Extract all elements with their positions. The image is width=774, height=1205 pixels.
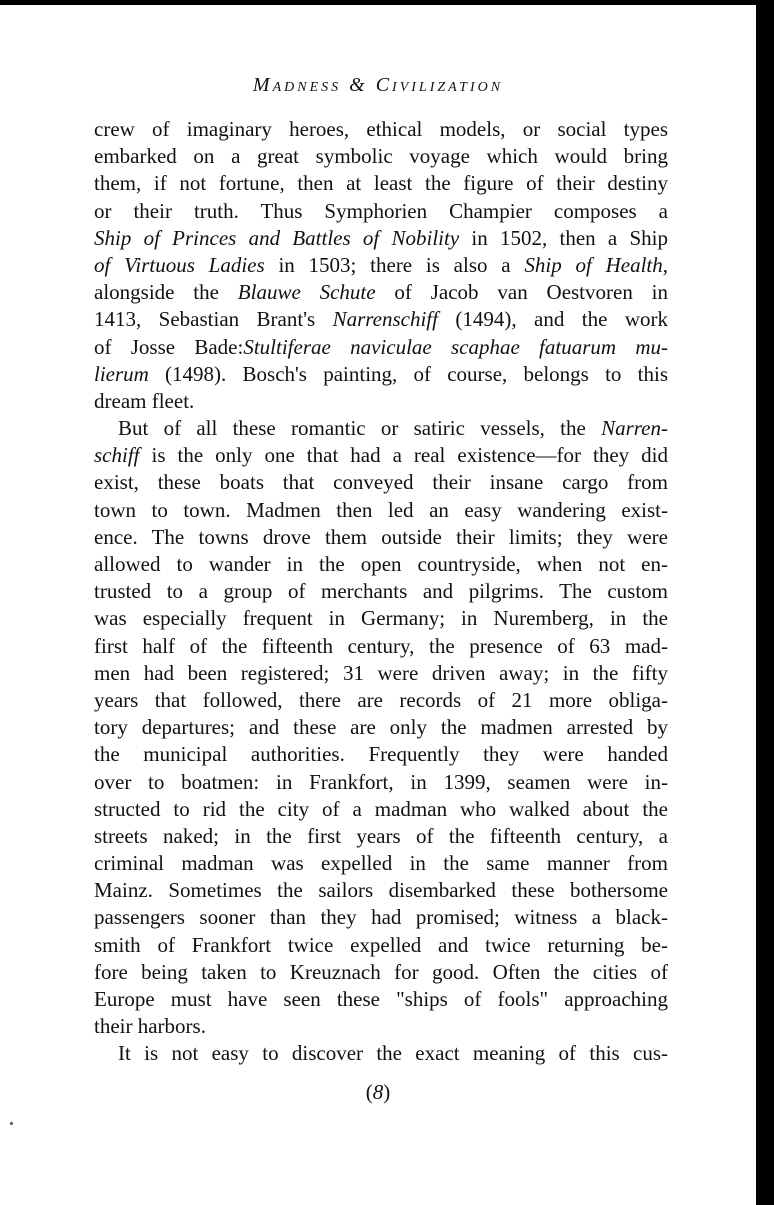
text-line: town to town. Madmen then led an easy wandering exist- (94, 497, 668, 522)
paragraph (94, 116, 668, 415)
paragraph (94, 1040, 668, 1067)
running-head: Madness & Civilization (252, 74, 504, 96)
text-line: exist, these boats that conveyed their insane cargo from (94, 470, 668, 495)
text-line: schiff is the only one that had a real existence—for they did (94, 443, 668, 468)
text-line: was especially frequent in Germany; in Nuremberg, in the (94, 606, 668, 631)
scan-top-edge (0, 0, 756, 5)
text-line: the municipal authorities. Frequently they were handed (94, 742, 668, 767)
text-line: first half of the fifteenth century, the presence of 63 mad- (94, 633, 668, 658)
text-line: 1413, Sebastian Brant's Narrenschiff (1494), and the work (94, 307, 668, 332)
text-line: their harbors. (94, 1014, 206, 1039)
text-line: of Virtuous Ladies in 1503; there is also a Ship of Health, (94, 252, 668, 277)
body-text (94, 116, 668, 1068)
text-line: them, if not fortune, then at least the figure of their destiny (94, 171, 668, 196)
text-line: tory departures; and these are only the madmen arrested by (94, 715, 668, 740)
text-line: trusted to a group of merchants and pilgrims. The custom (94, 579, 668, 604)
text-line: or their truth. Thus Symphorien Champier composes a (94, 198, 668, 223)
text-line: alongside the Blauwe Schute of Jacob van Oestvoren in (94, 280, 668, 305)
text-line: dream fleet. (94, 388, 195, 413)
text-line: crew of imaginary heroes, ethical models, or social types (94, 117, 668, 141)
text-line: smith of Frankfort twice expelled and twice returning be- (94, 932, 668, 957)
text-line: structed to rid the city of a madman who walked about the (94, 796, 668, 821)
text-line: lierum (1498). Bosch's painting, of course, belongs to this (94, 361, 668, 386)
text-line: streets naked; in the first years of the fifteenth century, a (94, 823, 668, 848)
scan-right-edge (756, 0, 774, 1205)
scan-speck (10, 1122, 13, 1125)
text-line: criminal madman was expelled in the same manner from (94, 851, 668, 876)
text-line: of Josse Bade:Stultiferae naviculae scaphae fatuarum mu- (94, 334, 668, 359)
text-line: Mainz. Sometimes the sailors disembarked these bothersome (94, 878, 668, 903)
text-line: years that followed, there are records of 21 more obliga- (94, 687, 668, 712)
text-line: But of all these romantic or satiric vessels, the Narren- (118, 416, 668, 441)
text-line: passengers sooner than they had promised; witness a black- (94, 905, 668, 930)
text-line: Europe must have seen these "ships of fools" approaching (94, 987, 668, 1011)
text-line: over to boatmen: in Frankfort, in 1399, seamen were in- (94, 769, 668, 794)
text-line: fore being taken to Kreuznach for good. Often the cities of (94, 959, 668, 984)
page-number: (8) (365, 1080, 391, 1104)
text-line: allowed to wander in the open countryside, when not en- (94, 552, 668, 576)
paragraph (94, 415, 668, 1040)
text-line: ence. The towns drove them outside their limits; they were (94, 524, 668, 549)
text-line: It is not easy to discover the exact meaning of this cus- (118, 1041, 668, 1066)
text-line: embarked on a great symbolic voyage which would bring (94, 144, 668, 169)
text-line: Ship of Princes and Battles of Nobility in 1502, then a Ship (94, 225, 668, 250)
text-line: men had been registered; 31 were driven away; in the fifty (94, 660, 668, 685)
